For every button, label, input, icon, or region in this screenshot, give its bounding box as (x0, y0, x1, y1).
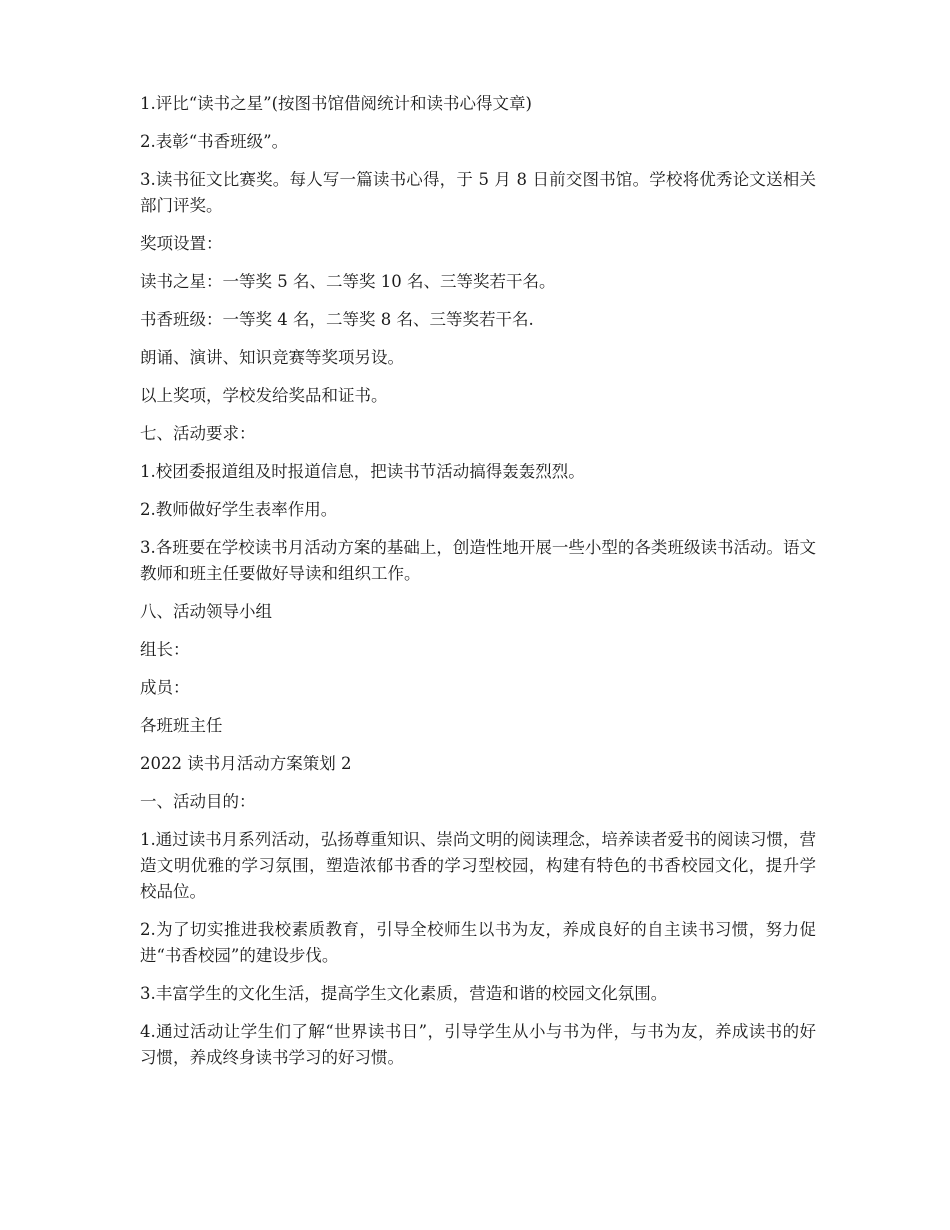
paragraph-purpose-2: 2.为了切实推进我校素质教育，引导全校师生以书为友，养成良好的自主读书习惯，努力促进“书香校园”的建设步伐。 (140, 920, 816, 965)
paragraph-class-prizes: 书香班级：一等奖 4 名，二等奖 8 名、三等奖若干名. (140, 310, 534, 329)
paragraph-essay-contest: 3.读书征文比赛奖。每人写一篇读书心得，于 5 月 8 日前交图书馆。学校将优秀论文送相关部门评奖。 (140, 170, 816, 215)
paragraph-award-settings-heading: 奖项设置： (140, 234, 223, 253)
paragraph-requirement-3: 3.各班要在学校读书月活动方案的基础上，创造性地开展一些小型的各类班级读书活动。语文教师和班主任要做好导读和组织工作。 (140, 538, 816, 583)
section-heading-purpose: 一、活动目的： (140, 792, 256, 811)
document-subtitle: 2022 读书月活动方案策划 2 (140, 754, 352, 773)
paragraph-purpose-4: 4.通过活动让学生们了解“世界读书日”，引导学生从小与书为伴，与书为友，养成读书的好习惯，养成终身读书学习的好习惯。 (140, 1022, 816, 1067)
paragraph-award-class: 2.表彰“书香班级”。 (140, 132, 289, 151)
paragraph-purpose-1: 1.通过读书月系列活动，弘扬尊重知识、崇尚文明的阅读理念，培养读者爱书的阅读习惯，营造文明优雅的学习氛围，塑造浓郁书香的学习型校园，构建有特色的书香校园文化，提升学校品位。 (140, 830, 816, 901)
paragraph-members: 成员： (140, 678, 190, 697)
paragraph-reading-star-prizes: 读书之星：一等奖 5 名、二等奖 10 名、三等奖若干名。 (140, 272, 556, 291)
paragraph-class-teachers: 各班班主任 (140, 716, 223, 735)
section-heading-leadership: 八、活动领导小组 (140, 602, 272, 621)
paragraph-requirement-1: 1.校团委报道组及时报道信息，把读书节活动搞得轰轰烈烈。 (140, 462, 585, 481)
paragraph-purpose-3: 3.丰富学生的文化生活，提高学生文化素质，营造和谐的校园文化氛围。 (140, 984, 668, 1003)
paragraph-other-prizes: 朗诵、演讲、知识竞赛等奖项另设。 (140, 348, 404, 367)
paragraph-prize-note: 以上奖项，学校发给奖品和证书。 (140, 386, 388, 405)
section-heading-requirements: 七、活动要求： (140, 424, 256, 443)
paragraph-leader: 组长： (140, 640, 190, 659)
paragraph-award-reading-star: 1.评比“读书之星”(按图书馆借阅统计和读书心得文章) (140, 94, 532, 113)
document-body (140, 91, 816, 1083)
paragraph-requirement-2: 2.教师做好学生表率作用。 (140, 500, 338, 519)
